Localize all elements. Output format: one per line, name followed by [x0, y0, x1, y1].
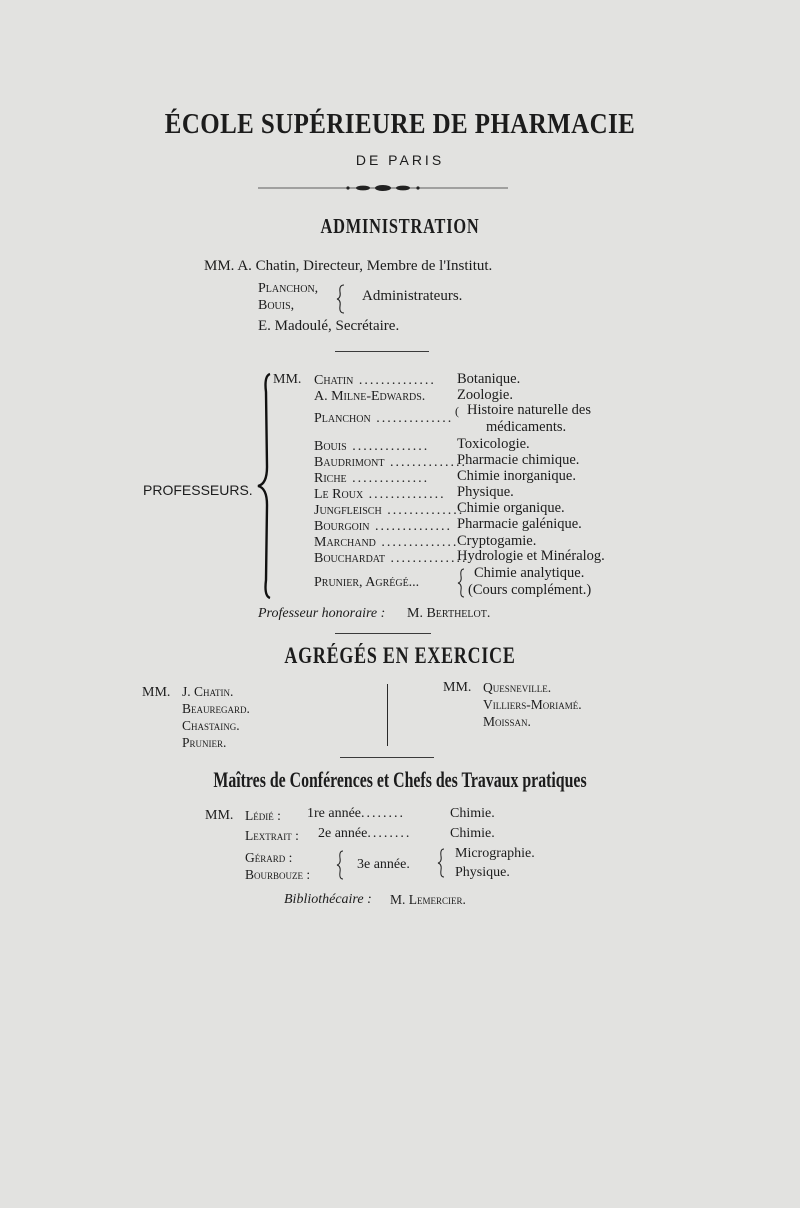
agrege-name: Beauregard. [182, 701, 250, 716]
professor-subject: Hydrologie et Minéralog. [457, 548, 605, 564]
maitre-year: 2e année........ [318, 826, 412, 841]
librarian-name: M. Lemercier. [390, 892, 466, 907]
professor-name: Le Roux .............. [314, 487, 446, 502]
librarian-label: Bibliothécaire : [284, 892, 372, 907]
professor-name: Riche .............. [314, 471, 430, 486]
agreges-right-prefix: MM. [443, 680, 472, 695]
professor-subject: Botanique. [457, 371, 521, 387]
professor-name: Marchand .............. [314, 535, 459, 550]
honorary-name: M. Berthelot. [407, 606, 491, 621]
admin-name-2: Bouis, [258, 298, 295, 313]
director-line: MM. A. Chatin, Directeur, Membre de l'Institut. [204, 258, 493, 274]
section-rule [340, 757, 434, 758]
page-subtitle: DE PARIS [355, 152, 445, 168]
maitre-name: Bourbouze : [245, 867, 311, 882]
page-title: ÉCOLE SUPÉRIEURE DE PHARMACIE [164, 108, 636, 140]
maitre-brace-left [336, 850, 346, 880]
agrege-name: J. Chatin. [182, 684, 234, 699]
maitre-subject: Micrographie. [455, 846, 535, 861]
ornamental-divider [258, 183, 508, 193]
professor-subject: Chimie inorganique. [457, 468, 576, 484]
maitres-heading: Maîtres de Conférences et Chefs des Travaux pratiques [213, 767, 587, 792]
professor-subject: Chimie organique. [457, 500, 565, 516]
column-divider [387, 684, 388, 746]
agrege-name: Moissan. [483, 714, 531, 729]
secretary-line: E. Madoulé, Secrétaire. [258, 318, 400, 334]
maitre-name: Lédié : [245, 808, 281, 823]
professor-subject: Chimie analytique. [474, 565, 585, 581]
maitre-subject: Physique. [455, 865, 510, 880]
professeurs-brace [254, 372, 274, 600]
professeurs-label: PROFESSEURS. [143, 482, 253, 498]
professor-subject-cont: médicaments. [486, 419, 567, 435]
agrege-name: Quesneville. [483, 680, 552, 695]
professor-subject: Histoire naturelle des [467, 402, 592, 418]
professor-name: Baudrimont .............. [314, 455, 467, 470]
maitre-subject: Chimie. [450, 826, 495, 841]
administration-heading: ADMINISTRATION [320, 214, 480, 238]
professor-subject: Pharmacie galénique. [457, 516, 582, 532]
admin-role: Administrateurs. [362, 288, 463, 304]
professor-subject: Cryptogamie. [457, 533, 537, 549]
agreges-heading: AGRÉGÉS EN EXERCICE [284, 643, 516, 668]
professor-name: Bouis .............. [314, 439, 430, 454]
admin-name-1: Planchon, [258, 281, 319, 296]
admin-brace [336, 284, 348, 314]
professor-subject: Zoologie. [457, 387, 513, 403]
professor-name: Planchon .............. [314, 411, 454, 426]
professor-subject: Pharmacie chimique. [457, 452, 580, 468]
agrege-name: Chastaing. [182, 718, 240, 733]
professor-name: Bouchardat .............. [314, 551, 468, 566]
maitres-prefix: MM. [205, 808, 234, 823]
agreges-left-prefix: MM. [142, 685, 171, 700]
professor-subject: Physique. [457, 484, 514, 500]
maitre-name: Lextrait : [245, 828, 299, 843]
maitre-brace-right [437, 848, 447, 878]
professor-name: Prunier, Agrégé... [314, 575, 420, 590]
section-rule [335, 633, 431, 634]
maitre-subject: Chimie. [450, 806, 495, 821]
maitre-year: 1re année........ [307, 806, 406, 821]
professor-name: Jungfleisch .............. [314, 503, 465, 518]
prunier-brace [457, 568, 467, 598]
agrege-name: Villiers-Moriamé. [483, 697, 582, 712]
maitre-year: 3e année. [357, 857, 410, 872]
professor-name: Bourgoin .............. [314, 519, 452, 534]
professor-subject-cont: (Cours complément.) [468, 582, 592, 598]
section-rule [335, 351, 429, 352]
professeurs-prefix: MM. [273, 372, 302, 387]
agrege-name: Prunier. [182, 735, 227, 750]
professor-name: Chatin .............. [314, 373, 436, 388]
brace-small: ( [455, 404, 459, 418]
professor-subject: Toxicologie. [457, 436, 530, 452]
honorary-label: Professeur honoraire : [258, 606, 386, 621]
maitre-name: Gérard : [245, 850, 293, 865]
professor-name: A. Milne-Edwards. [314, 389, 426, 404]
